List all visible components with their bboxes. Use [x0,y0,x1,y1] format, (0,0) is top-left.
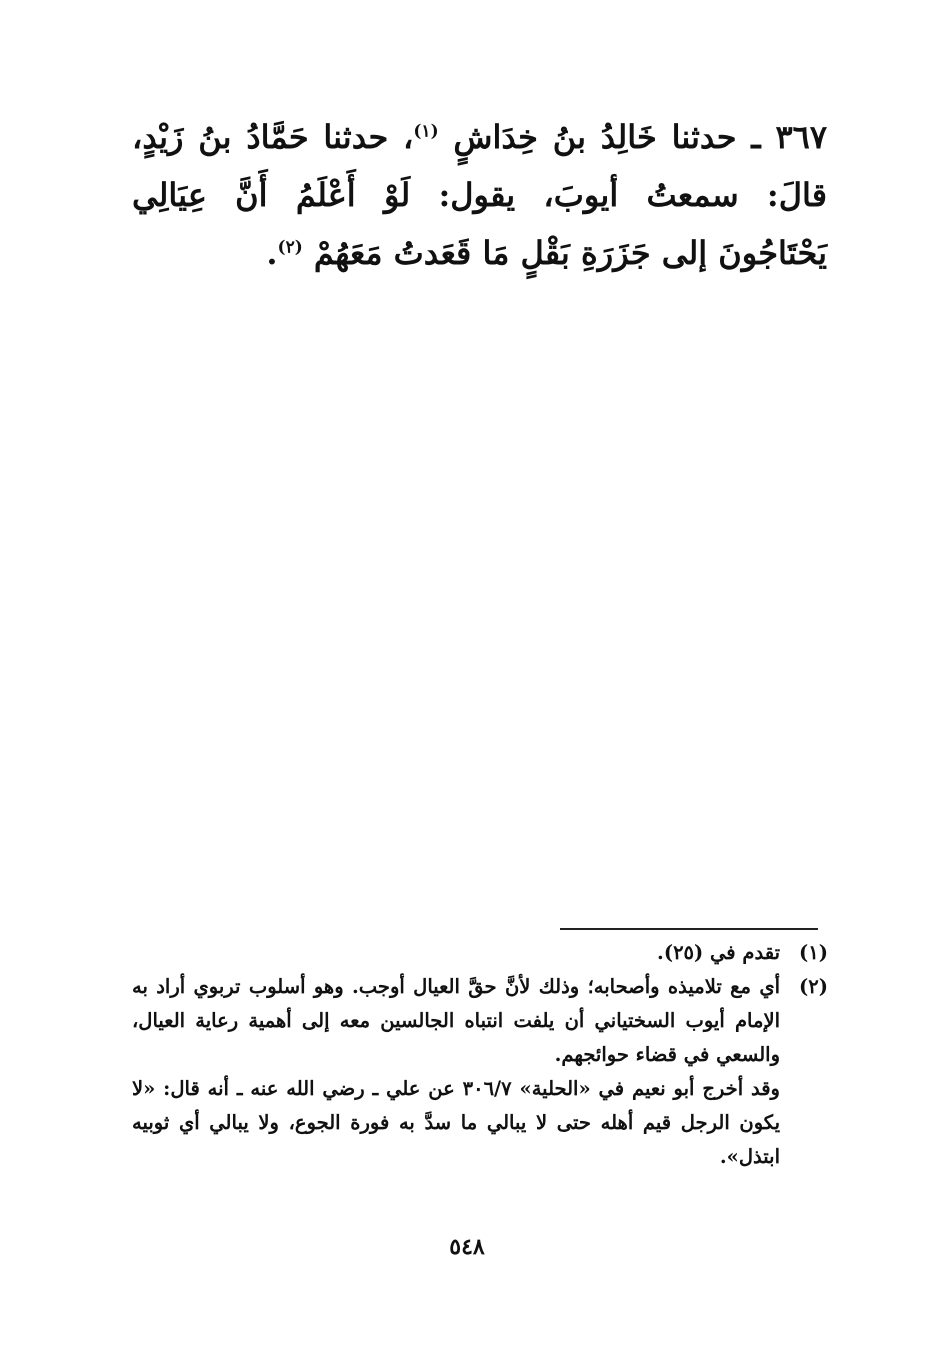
footnote-ref-1: (١) [413,121,439,142]
footnote-paragraph: أي مع تلاميذه وأصحابه؛ وذلك لأنَّ حقَّ العيال أوجب. وهو أسلوب تربوي أراد به الإمام أيوب السختياني أن يلفت انتباه الجالسين معه إلى أهمية رعاية العيال، والسعي في قضاء حوائجهم. [132,975,780,1066]
footnote-body [132,970,780,1174]
footnote-ref-2: (٢) [277,237,303,258]
footnote-2 [132,970,828,1174]
page-number: ٥٤٨ [449,1234,485,1260]
hadith-paragraph [132,108,827,282]
footnote-number: (٢) [799,975,828,998]
hadith-text-part2: ، حدثنا حَمَّادُ بنُ زَيْدٍ، قالَ: سمعتُ أيوبَ، يقول: لَوْ أَعْلَمُ أَنَّ عِيَالِي يَحْتَاجُونَ إلى جَزَرَةِ بَقْلٍ مَا قَعَدتُ مَعَهُمْ [132,118,827,272]
footnote-1 [132,936,828,970]
footnote-separator [560,928,818,930]
footnote-paragraph: تقدم في (٢٥). [657,941,780,964]
footnote-paragraph: وقد أخرج أبو نعيم في «الحلية» ٣٠٦/٧ عن علي ـ رضي الله عنه ـ أنه قال: «لا يكون الرجل قيم أهله حتى لا يبالي ما سدَّ به فورة الجوع، ولا يبالي أي ثوبيه ابتذل». [132,1077,780,1168]
footnote-body [132,936,780,970]
footnote-number: (١) [799,941,828,964]
hadith-text-part1: ـ حدثنا خَالِدُ بنُ خِدَاشٍ [453,118,776,156]
hadith-end: . [266,234,278,272]
hadith-number: ٣٦٧ [775,118,827,156]
footnotes [132,936,828,1174]
hadith-text [132,108,827,282]
